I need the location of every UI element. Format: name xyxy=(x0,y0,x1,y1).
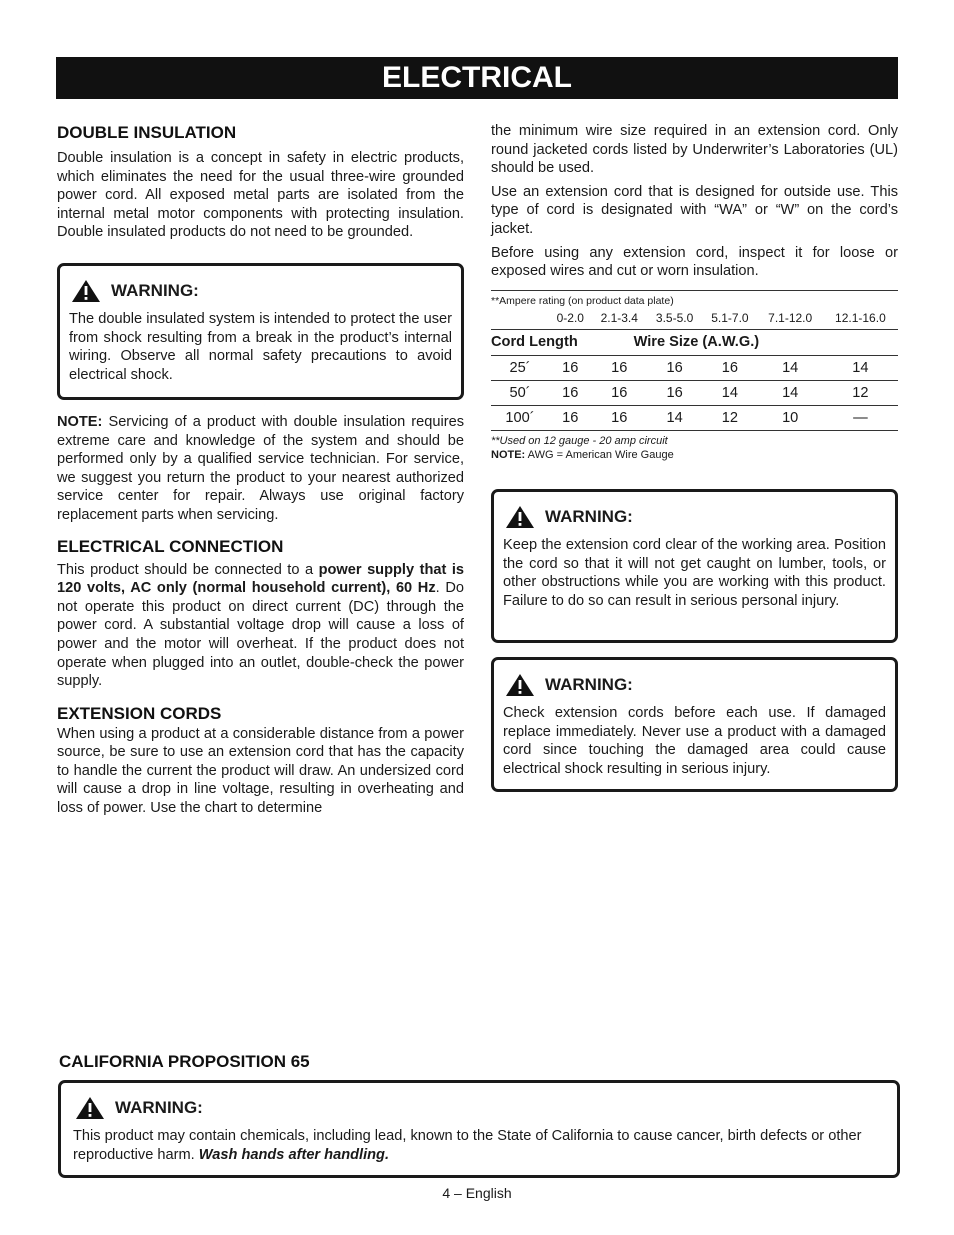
wire-size-cell: 16 xyxy=(611,409,628,426)
ampere-range: 12.1-16.0 xyxy=(835,311,886,326)
extension-cords-outside: Use an extension cord that is designed for outside use. This type of cord is designated with “WA” or “W” on the cord’s jacket. xyxy=(491,183,898,237)
cord-length-header: Cord Length xyxy=(491,334,578,351)
page-title: ELECTRICAL xyxy=(56,57,898,99)
warning-header xyxy=(503,673,886,697)
note-text: AWG = American Wire Gauge xyxy=(525,449,674,462)
note-label: NOTE: xyxy=(57,413,103,430)
warning-text: Check extension cords before each use. If damaged replace immediately. Never use a product with a damaged cord since touching the damaged area could cause electrical shock resulting in serious injury. xyxy=(503,705,886,778)
warning-triangle-icon xyxy=(71,279,101,303)
wire-size-cell: 16 xyxy=(721,359,739,376)
wire-size-cell: 12 xyxy=(852,384,869,401)
extension-cords-text-cont: the minimum wire size required in an extension cord. Only round jacketed cords listed by Underwriter’s Laboratories (UL) should be used. xyxy=(491,123,898,177)
check-cords-warning-box xyxy=(491,657,898,792)
wire-size-cell: 16 xyxy=(562,384,579,401)
double-insulation-warning-box xyxy=(57,263,464,400)
wire-size-cell: 14 xyxy=(666,409,683,426)
ampere-range-row xyxy=(491,308,898,330)
wire-size-cell: 16 xyxy=(666,359,683,376)
wire-size-cell: — xyxy=(853,409,868,426)
connection-power-spec: power supply that is 120 volts, AC only (normal household current), 60 Hz xyxy=(57,561,465,597)
prop65-heading: CALIFORNIA PROPOSITION 65 xyxy=(59,1052,310,1071)
ampere-range: 2.1-3.4 xyxy=(600,311,638,326)
wire-size-cell: 16 xyxy=(562,409,579,426)
wire-size-cell: 14 xyxy=(782,384,799,401)
warning-triangle-icon xyxy=(505,673,535,697)
ampere-range: 7.1-12.0 xyxy=(768,311,813,326)
extension-cords-inspect: Before using any extension cord, inspect it for loose or exposed wires and cut or worn insulation. xyxy=(491,244,898,280)
prop65-body: This product may contain chemicals, including lead, known to the State of California to cause cancer, birth defects or other reproductive harm. xyxy=(73,1128,862,1163)
ampere-range: 0-2.0 xyxy=(556,311,584,326)
warning-text: The double insulated system is intended to protect the user from shock resulting from a break in the product’s internal wiring. Observe all normal safety precautions to avoid electrical shock. xyxy=(69,310,452,383)
cord-length-cell: 100´ xyxy=(505,409,535,426)
awg-note xyxy=(491,448,898,462)
wire-size-cell: 14 xyxy=(721,384,739,401)
connection-text-a: This product should be connected to a xyxy=(57,561,319,578)
prop65-wash-hands: Wash hands after handling. xyxy=(198,1146,390,1163)
warning-label: WARNING: xyxy=(545,507,633,527)
table-footnote: **Used on 12 gauge - 20 amp circuit xyxy=(491,435,668,448)
warning-header xyxy=(69,279,452,303)
table-row xyxy=(491,356,898,381)
warning-text: Keep the extension cord clear of the working area. Position the cord so that it will not get caught on lumber, tools, or other obstructions while you are working with this product. Failure to do so can result in serious personal injury. xyxy=(503,537,886,610)
warning-label: WARNING: xyxy=(111,280,199,300)
wire-size-cell: 14 xyxy=(852,359,869,376)
wire-size-cell: 16 xyxy=(666,384,683,401)
cord-length-cell: 50´ xyxy=(509,384,531,401)
warning-header xyxy=(73,1096,885,1120)
double-insulation-text: Double insulation is a concept in safety in electric products, which eliminates the need for the usual three-wire grounded power cord. All exposed metal parts are isolated from the internal metal motor components with protecting insulation. Double insulated products do not need to be grounded. xyxy=(57,150,464,241)
wire-size-cell: 10 xyxy=(782,409,799,426)
cord-table-section xyxy=(491,290,898,463)
wire-size-cell: 16 xyxy=(562,359,579,376)
wire-size-cell: 12 xyxy=(721,409,739,426)
cord-clear-warning-box xyxy=(491,489,898,643)
warning-label: WARNING: xyxy=(545,675,633,695)
electrical-connection-text xyxy=(57,561,464,691)
wire-size-cell: 16 xyxy=(611,359,628,376)
ampere-caption: **Ampere rating (on product data plate) xyxy=(491,294,674,307)
note-label: NOTE: xyxy=(491,449,526,462)
extension-cords-heading: EXTENSION CORDS xyxy=(57,703,222,723)
prop65-text xyxy=(73,1127,885,1164)
cord-length-cell: 25´ xyxy=(509,359,531,376)
electrical-connection-heading: ELECTRICAL CONNECTION xyxy=(57,536,284,556)
table-row xyxy=(491,406,898,431)
note-text: Servicing of a product with double insulation requires extreme care and knowledge of the system and should be performed only by a qualified service technician. For service, we suggest you return the product to your nearest authorized service center for repair. Always use original factory replacement parts when servicing. xyxy=(57,413,464,523)
extension-cords-text: When using a product at a considerable distance from a power source, be sure to use an extension cord that has the capacity to handle the current the product will draw. An undersized cord will cause a drop in line voltage, resulting in overheating and loss of power. Use the chart to determine xyxy=(57,725,464,817)
warning-triangle-icon xyxy=(505,505,535,529)
table-header-row xyxy=(491,330,898,356)
servicing-note xyxy=(57,413,464,525)
warning-label: WARNING: xyxy=(115,1098,203,1117)
cord-size-table xyxy=(491,308,898,432)
double-insulation-heading: DOUBLE INSULATION xyxy=(57,123,237,142)
prop65-warning-box xyxy=(58,1080,900,1178)
warning-header xyxy=(503,505,886,529)
wire-size-header: Wire Size (A.W.G.) xyxy=(633,334,760,351)
warning-triangle-icon xyxy=(75,1096,105,1120)
table-row xyxy=(491,381,898,406)
left-column xyxy=(57,122,464,818)
page-footer: 4 – English xyxy=(442,1185,512,1201)
ampere-range: 5.1-7.0 xyxy=(711,311,749,326)
right-column xyxy=(491,122,898,792)
wire-size-cell: 16 xyxy=(611,384,628,401)
wire-size-cell: 14 xyxy=(782,359,799,376)
ampere-range: 3.5-5.0 xyxy=(655,311,694,326)
connection-text-b: . Do not operate this product on direct current (DC) through the power cord. A substantial voltage drop will cause a loss of power and the motor will overheat. If the product does not operate when plugged into an outlet, double-check the power supply. xyxy=(57,580,465,690)
